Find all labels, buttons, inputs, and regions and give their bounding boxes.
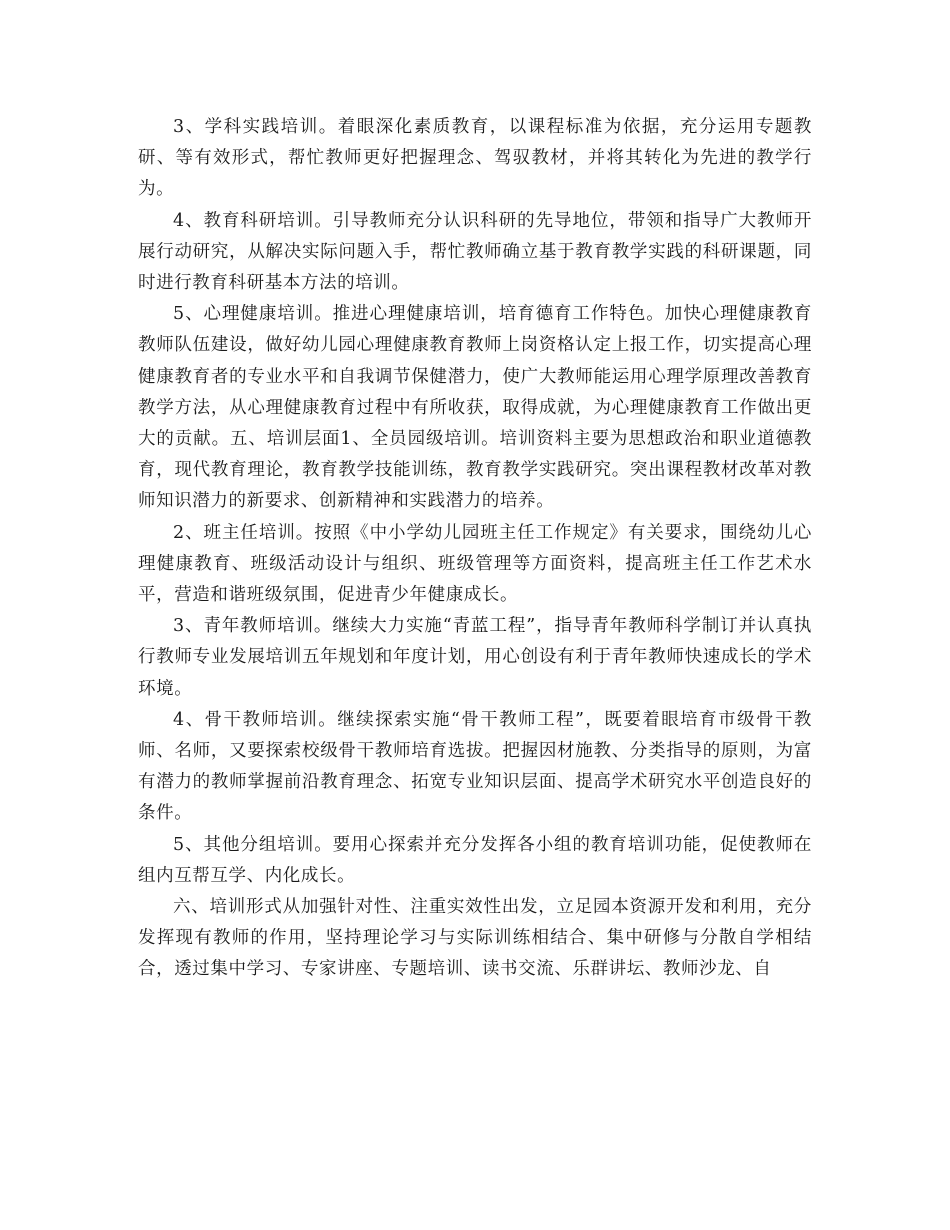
paragraph-training-format: 六、培训形式从加强针对性、注重实效性出发，立足园本资源开发和利用，充分发挥现有教师的作用，坚持理论学习与实际训练相结合、集中研修与分散自学相结合，透过集中学习、专家讲座、专题培训、读书交流、乐群讲坛、教师沙龙、自 bbox=[138, 897, 812, 980]
document-page bbox=[138, 112, 812, 986]
paragraph-key-teacher-training: 4、骨干教师培训。继续探索实施“骨干教师工程”，既要着眼培育市级骨干教师、名师，又要探索校级骨干教师培育选拔。把握因材施教、分类指导的原则，为富有潜力的教师掌握前沿教育理念、拓宽专业知识层面、提高学术研究水平创造良好的条件。 bbox=[138, 709, 812, 824]
paragraph-young-teacher-training: 3、青年教师培训。继续大力实施“青蓝工程”，指导青年教师科学制订并认真执行教师专业发展培训五年规划和年度计划，用心创设有利于青年教师快速成长的学术环境。 bbox=[138, 616, 812, 699]
paragraph-mental-health-training: 5、心理健康培训。推进心理健康培训，培育德育工作特色。加快心理健康教育教师队伍建设，做好幼儿园心理健康教育教师上岗资格认定上报工作，切实提高心理健康教育者的专业水平和自我调节保健潜力，使广大教师能运用心理学原理改善教育教学方法，从心理健康教育过程中有所收获，取得成就，为心理健康教育工作做出更大的贡献。五、培训层面1、全员园级培训。培训资料主要为思想政治和职业道德教育，现代教育理论，教育教学技能训练，教育教学实践研究。突出课程教材改革对教师知识潜力的新要求、创新精神和实践潜力的培养。 bbox=[138, 304, 812, 512]
paragraph-research-training: 4、教育科研培训。引导教师充分认识科研的先导地位，带领和指导广大教师开展行动研究，从解决实际问题入手，帮忙教师确立基于教育教学实践的科研课题，同时进行教育科研基本方法的培训。 bbox=[138, 210, 812, 294]
paragraph-group-training: 5、其他分组培训。要用心探索并充分发挥各小组的教育培训功能，促使教师在组内互帮互学、内化成长。 bbox=[138, 834, 812, 886]
paragraph-head-teacher-training: 2、班主任培训。按照《中小学幼儿园班主任工作规定》有关要求，围绕幼儿心理健康教育、班级活动设计与组织、班级管理等方面资料，提高班主任工作艺术水平，营造和谐班级氛围，促进青少年健康成长。 bbox=[138, 522, 812, 606]
paragraph-subject-practice-training: 3、学科实践培训。着眼深化素质教育，以课程标准为依据，充分运用专题教研、等有效形式，帮忙教师更好把握理念、驾驭教材，并将其转化为先进的教学行为。 bbox=[138, 117, 812, 200]
